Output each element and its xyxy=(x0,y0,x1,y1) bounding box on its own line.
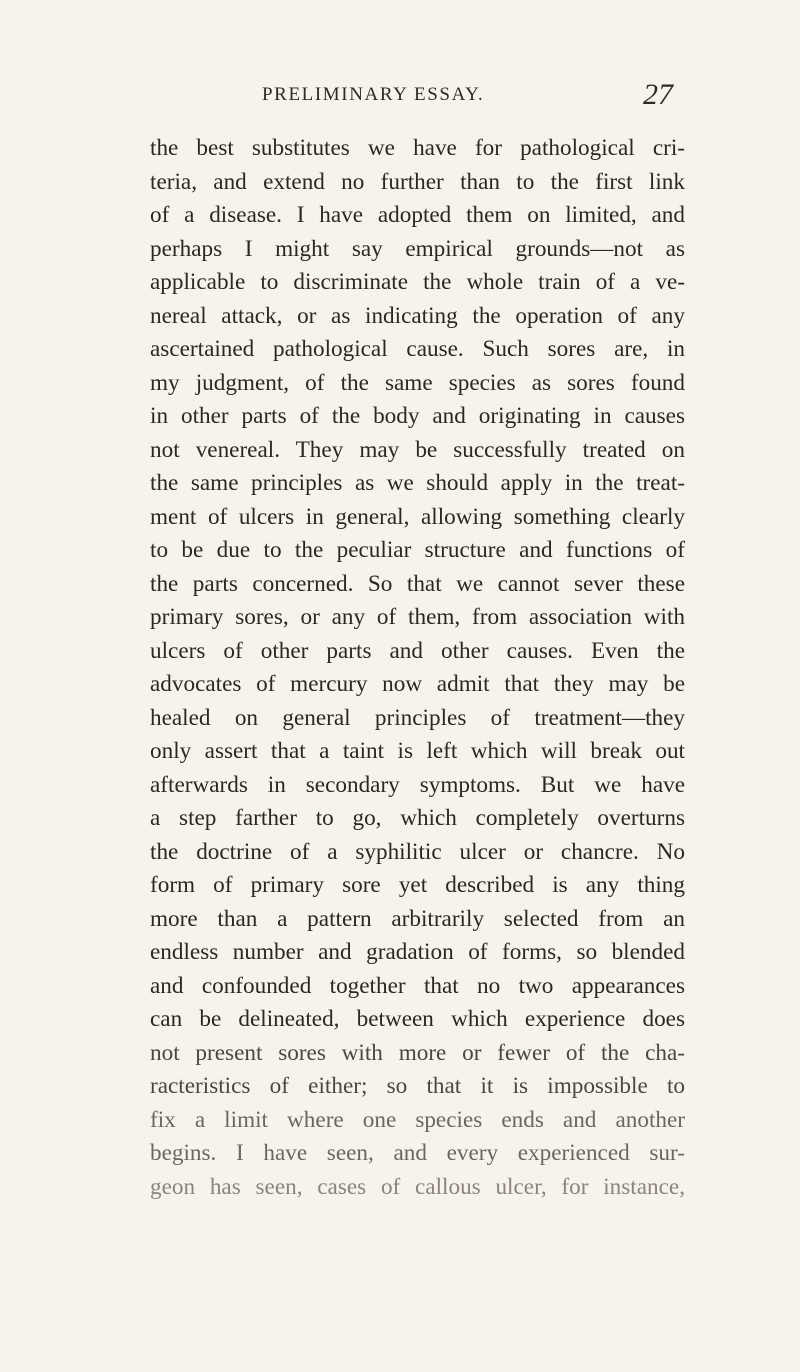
text-line: fix a limit where one species ends and another xyxy=(150,1106,685,1133)
text-line: geon has seen, cases of callous ulcer, for instance, xyxy=(150,1173,685,1200)
text-line: primary sores, or any of them, from association with xyxy=(150,604,685,630)
page-number: 27 xyxy=(643,78,673,111)
text-line: ascertained pathological cause. Such sores are, in xyxy=(150,336,685,362)
text-line: my judgment, of the same species as sores found xyxy=(150,369,685,396)
text-line: racteristics of either; so that it is impossible to xyxy=(150,1073,685,1099)
text-line: can be delineated, between which experience does xyxy=(150,1006,685,1032)
text-line: only assert that a taint is left which will break out xyxy=(150,738,685,764)
text-line: a step farther to go, which completely overturns xyxy=(150,805,685,831)
running-title: PRELIMINARY ESSAY. xyxy=(262,84,485,105)
text-line: not venereal. They may be successfully treated on xyxy=(150,436,685,463)
page-header xyxy=(0,80,800,116)
text-line: form of primary sore yet described is any thing xyxy=(150,872,685,898)
text-line: healed on general principles of treatment—they xyxy=(150,704,685,731)
text-line: not present sores with more or fewer of the cha- xyxy=(150,1039,685,1066)
text-line: in other parts of the body and originating in causes xyxy=(150,403,685,429)
text-line: the parts concerned. So that we cannot sever these xyxy=(150,570,685,597)
text-line: the best substitutes we have for pathological cri- xyxy=(150,135,685,161)
text-line: more than a pattern arbitrarily selected from an xyxy=(150,905,685,932)
text-line: endless number and gradation of forms, so blended xyxy=(150,939,685,965)
text-line: the same principles as we should apply in the treat- xyxy=(150,470,685,496)
text-line: ment of ulcers in general, allowing something clearly xyxy=(150,503,685,530)
text-line: begins. I have seen, and every experienced sur- xyxy=(150,1140,685,1166)
text-line: to be due to the peculiar structure and functions of xyxy=(150,537,685,563)
body-text xyxy=(150,132,685,1204)
text-line: and confounded together that no two appearances xyxy=(150,972,685,999)
text-line: ulcers of other parts and other causes. Even the xyxy=(150,637,685,664)
text-line: perhaps I might say empirical grounds—not as xyxy=(150,235,685,262)
text-line: advocates of mercury now admit that they may be xyxy=(150,671,685,697)
text-line: afterwards in secondary symptoms. But we have xyxy=(150,771,685,798)
text-line: applicable to discriminate the whole train of a ve- xyxy=(150,269,685,295)
text-line: the doctrine of a syphilitic ulcer or chancre. No xyxy=(150,838,685,865)
text-line: nereal attack, or as indicating the operation of any xyxy=(150,302,685,329)
text-line: of a disease. I have adopted them on limited, and xyxy=(150,202,685,228)
text-line: teria, and extend no further than to the first link xyxy=(150,168,685,195)
